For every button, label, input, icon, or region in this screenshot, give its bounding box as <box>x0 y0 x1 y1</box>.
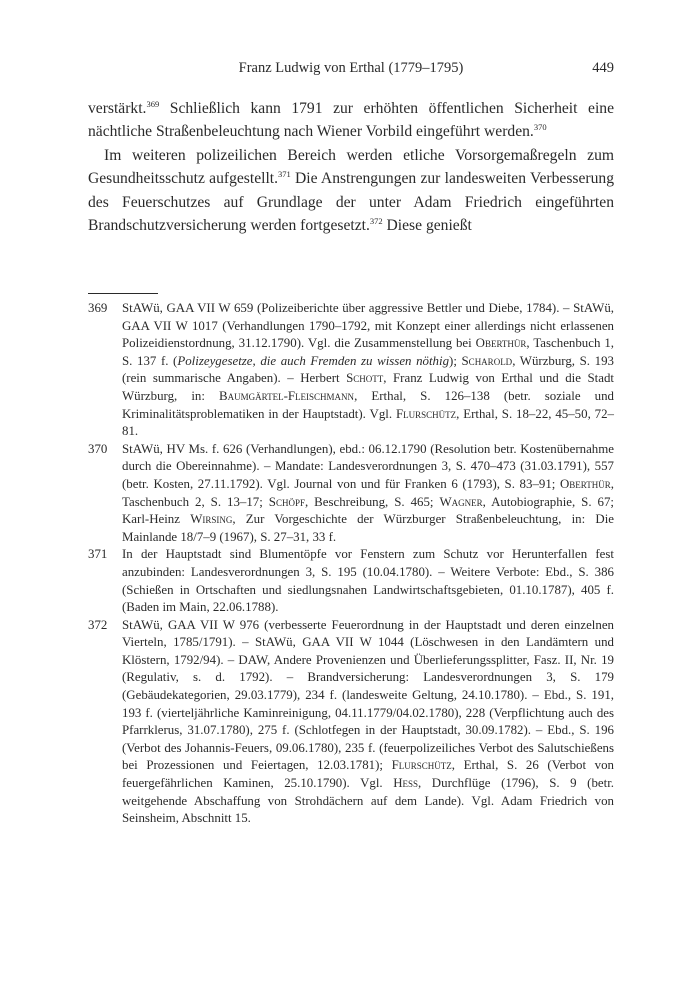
footnote-text: In der Hauptstadt sind Blumentöpfe vor Fenstern zum Schutz vor Herunterfallen fest anzubinden: Landesverordnungen 3, S. 195 (10.04.1780). – Weitere Verbote: Ebd., S. 386 (Schießen in Ortschaften und siedlungsnahen Landwirtschaftsgebieten, 01.10.1787), 405 f. (Baden im Main, 22.06.1788). <box>122 547 614 615</box>
quoted-title: Polizeygesetze, die auch Fremden zu wissen nöthig <box>177 353 450 368</box>
footnote-text: , Franz Ludwig von Erthal und die Stadt Würzburg, in: <box>122 371 614 403</box>
body-text-run: Im weiteren polizeilichen Bereich werden etliche Vorsorgemaßregeln zum Gesundheitsschutz aufgestellt. <box>88 146 614 188</box>
footnote-ref-371[interactable]: 371 <box>278 169 291 180</box>
author-name: Flurschütz <box>391 758 452 773</box>
footnote-text: , Autobiographie, S. 67; Karl-Heinz <box>122 494 614 527</box>
body-paragraph-2 <box>88 144 614 238</box>
page-number: 449 <box>592 60 614 76</box>
body-text <box>88 97 614 237</box>
body-paragraph-1 <box>88 97 614 144</box>
footnote-369 <box>88 300 614 441</box>
author-name: Schöpf <box>268 494 305 509</box>
footnote-text: , Zur Vorgeschichte der Würzburger Straßenbeleuchtung, in: Die Mainlande 18/7–9 (1967), S. 27–31, 33 f. <box>122 512 615 544</box>
author-name: Oberthür <box>475 336 527 351</box>
body-text-run: Schließlich kann 1791 zur erhöhten öffentlichen Sicherheit eine nächtliche Straßenbeleuchtung nach Wiener Vorbild eingeführt werden. <box>88 100 614 141</box>
footnote-ref-369[interactable]: 369 <box>146 99 160 109</box>
footnote-371 <box>88 546 614 616</box>
footnote-370 <box>88 441 614 547</box>
footnote-separator <box>88 293 158 294</box>
footnote-ref-370[interactable]: 370 <box>533 122 547 133</box>
footnote-number: 371 <box>88 547 108 562</box>
author-name: Hess <box>393 776 419 791</box>
footnotes <box>88 300 614 828</box>
author-name: Oberthür <box>559 476 611 491</box>
footnote-text: , Erthal, S. 26 (Verbot von feuergefährlichen Kaminen, 25.10.1790). Vgl. <box>122 758 614 791</box>
footnote-text: , Durchflüge (1796), S. 9 (betr. weitgehende Abschaffung von Strohdächern auf dem Lande). Vgl. Adam Friedrich von Seinsheim, Abschnitt 15. <box>122 776 614 826</box>
author-name: Scharold <box>461 353 513 368</box>
footnote-text: , Erthal, S. 18–22, 45–50, 72–81. <box>122 406 614 439</box>
footnote-ref-372[interactable]: 372 <box>369 216 383 227</box>
footnote-text: , Erthal, S. 126–138 (betr. soziale und Kriminalitätsproblematiken in der Hauptstadt). Vgl. <box>122 388 614 421</box>
footnote-text: StAWü, GAA VII W 976 (verbesserte Feuerordnung in der Hauptstadt und deren einzelnen Vierteln, 1785/1791). – StAWü, GAA VII W 1044 (Löschwesen in den Landämtern und Klöstern, 1792/94). – DAW, Andere Provenienzen und Überlieferungssplitter, Fasz. II, Nr. 19 (Regulativ, s. d. 1792). – Brandversicherung: Landesverordnungen 3, S. 179 (Gebäudekategorien, 29.03.1779), 234 f. (landesweite Geltung, 24.10.1780). – Ebd., S. 191, 193 f. (vierteljährliche Kaminreinigung, 04.11.1779/04.02.1780), 228 (Verpflichtung auch des Pfarrklerus, 31.07.1780), 275 f. (Schlotfegen in der Hauptstadt, 30.09.1782). – Ebd., S. 196 (Verbot des Johannis-Feuers, 09.06.1780), 235 f. (feuerpolizeiliches Verbot des Salutschießens bei Prozessionen und Feiertagen, 12.03.1781); <box>122 617 614 773</box>
author-name: Wirsing <box>190 512 233 527</box>
footnote-text: StAWü, HV Ms. f. 626 (Verhandlungen), ebd.: 06.12.1790 (Resolution betr. Kostenübernahme durch die Obereinnahme). – Mandate: Landesverordnungen 3, S. 470–473 (31.03.1791), 557 (betr. Kosten, 27.11.1792). Vgl. Journal von und für Franken 6 (1793), S. 83–91; <box>122 441 614 491</box>
body-text-run: Diese genießt <box>382 217 472 235</box>
running-head <box>88 60 614 80</box>
footnote-text: StAWü, GAA VII W 659 (Polizeiberichte über aggressive Bettler und Diebe, 1784). – StAWü, GAA VII W 1017 (Verhandlungen 1790–1792, mit Konzept einer allerdings nicht erlassenen Polizeidienstordnung, 31.12.1790). Vgl. die Zusammenstellung bei <box>122 301 614 351</box>
author-name: Wagner <box>439 494 483 509</box>
author-name: Baumgärtel-Fleischmann <box>219 388 355 403</box>
body-text-run: verstärkt. <box>88 100 147 117</box>
footnote-text: , Beschreibung, S. 465; <box>304 494 440 509</box>
footnote-text: , Würzburg, S. 193 (rein summarische Angaben). – Herbert <box>122 353 614 386</box>
author-name: Schott <box>346 371 384 386</box>
body-text-run: Die Anstrengungen zur landesweiten Verbesserung des Feuerschutzes auf Grundlage der unter Adam Friedrich eingeführten Brandschutzversicherung werden fortgesetzt. <box>88 170 614 235</box>
footnote-number: 370 <box>88 441 108 456</box>
footnote-372 <box>88 617 614 828</box>
footnote-text: , Taschenbuch 2, S. 13–17; <box>122 476 614 509</box>
footnote-text: , Taschenbuch 1, S. 137 f. ( <box>122 336 614 368</box>
running-title: Franz Ludwig von Erthal (1779–1795) <box>238 60 464 76</box>
author-name: Flurschütz <box>395 406 457 421</box>
footnote-number: 372 <box>88 617 108 632</box>
footnote-number: 369 <box>88 301 108 315</box>
footnote-text: ); <box>449 353 462 368</box>
